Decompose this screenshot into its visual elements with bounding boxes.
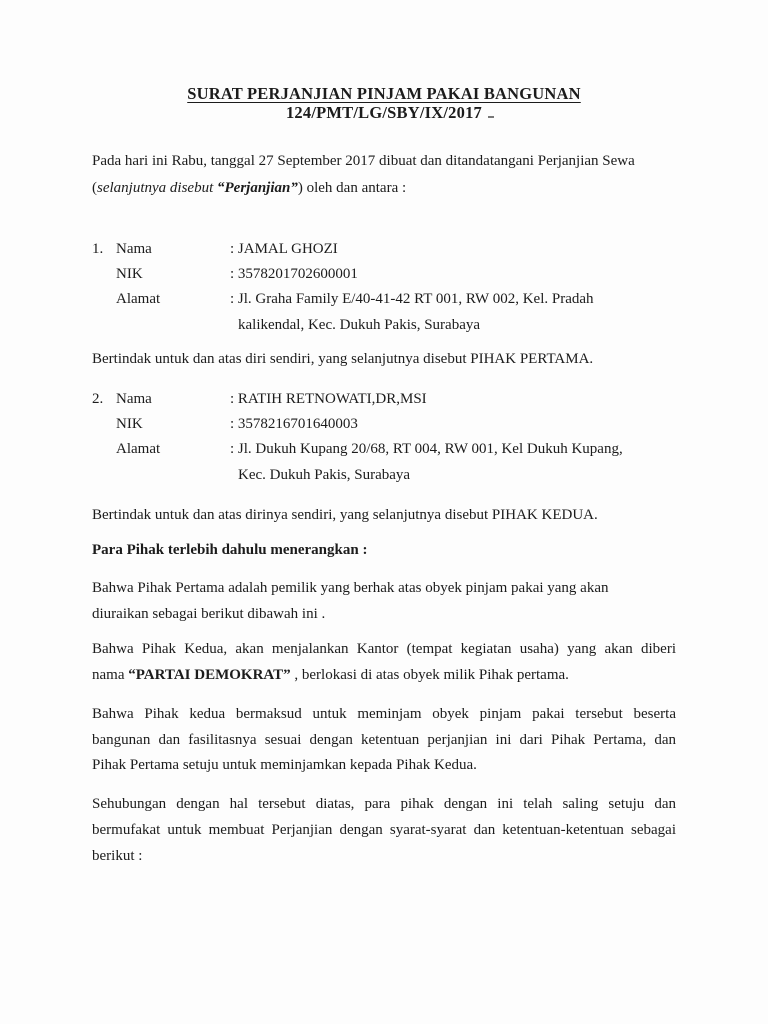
para1-line2: diuraikan sebagai berikut dibawah ini . — [92, 606, 326, 622]
intro-italic: selanjutnya disebut — [97, 180, 214, 196]
document-title — [0, 84, 768, 104]
para2-line1: Bahwa Pihak Kedua, akan menjalankan Kantor (tempat kegiatan usaha) yang akan diberi — [92, 641, 676, 657]
party2-address-line2: Kec. Dukuh Pakis, Surabaya — [238, 467, 411, 483]
intro-line-1: Pada hari ini Rabu, tanggal 27 September 2017 dibuat dan ditandatangani Perjanjian Sewa — [92, 153, 635, 169]
party1-role: Bertindak untuk dan atas diri sendiri, yang selanjutnya disebut PIHAK PERTAMA. — [92, 351, 594, 367]
para4-line3: berikut : — [92, 848, 143, 864]
scan-mark — [488, 116, 494, 118]
para4-line1: Sehubungan dengan hal tersebut diatas, para pihak dengan ini telah saling setuju dan — [92, 796, 676, 812]
intro-term: “Perjanjian” — [217, 180, 298, 196]
party1-name-label: Nama — [116, 241, 152, 257]
document-number: 124/PMT/LG/SBY/IX/2017 — [285, 103, 482, 122]
intro-line-2 — [92, 180, 406, 197]
para3-line1: Bahwa Pihak kedua bermaksud untuk meminjam obyek pinjam pakai tersebut beserta — [92, 706, 676, 722]
party1-nik-label: NIK — [116, 266, 143, 282]
party2-role: Bertindak untuk dan atas dirinya sendiri, yang selanjutnya disebut PIHAK KEDUA. — [92, 507, 598, 523]
party1-address-line1: : Jl. Graha Family E/40-41-42 RT 001, RW 002, Kel. Pradah — [230, 291, 594, 307]
party-name: “PARTAI DEMOKRAT” — [128, 667, 291, 683]
party2-address-label: Alamat — [116, 441, 161, 457]
party2-nik-value: : 3578216701640003 — [230, 416, 358, 432]
document-title-text: SURAT PERJANJIAN PINJAM PAKAI BANGUNAN — [187, 84, 581, 103]
party1-nik-value: : 3578201702600001 — [230, 266, 358, 282]
intro-rest: ) oleh dan antara : — [297, 180, 407, 196]
party1-name-value: : JAMAL GHOZI — [230, 241, 338, 257]
party2-name-value: : RATIH RETNOWATI,DR,MSI — [230, 391, 427, 407]
intro-paren: ( — [92, 180, 97, 196]
para2-line2 — [92, 667, 569, 684]
party1-number: 1. — [92, 241, 104, 257]
para3-line2: bangunan dan fasilitasnya sesuai dengan ketentuan perjanjian ini dari Pihak Pertama, dan — [92, 732, 676, 748]
party2-address-line1: : Jl. Dukuh Kupang 20/68, RT 004, RW 001, Kel Dukuh Kupang, — [230, 441, 623, 457]
para2-pre: nama — [92, 667, 129, 683]
party2-nik-label: NIK — [116, 416, 143, 432]
para3-line3: Pihak Pertama setuju untuk meminjamkan kepada Pihak Kedua. — [92, 757, 477, 773]
para1-line1: Bahwa Pihak Pertama adalah pemilik yang berhak atas obyek pinjam pakai yang akan — [92, 580, 609, 596]
para4-line2: bermufakat untuk membuat Perjanjian dengan syarat-syarat dan ketentuan-ketentuan sebagai — [92, 822, 676, 838]
section-heading: Para Pihak terlebih dahulu menerangkan : — [92, 542, 368, 558]
para2-post: , berlokasi di atas obyek milik Pihak pertama. — [290, 667, 569, 683]
party1-address-label: Alamat — [116, 291, 161, 307]
party2-number: 2. — [92, 391, 104, 407]
party2-name-label: Nama — [116, 391, 152, 407]
party1-address-line2: kalikendal, Kec. Dukuh Pakis, Surabaya — [238, 317, 481, 333]
